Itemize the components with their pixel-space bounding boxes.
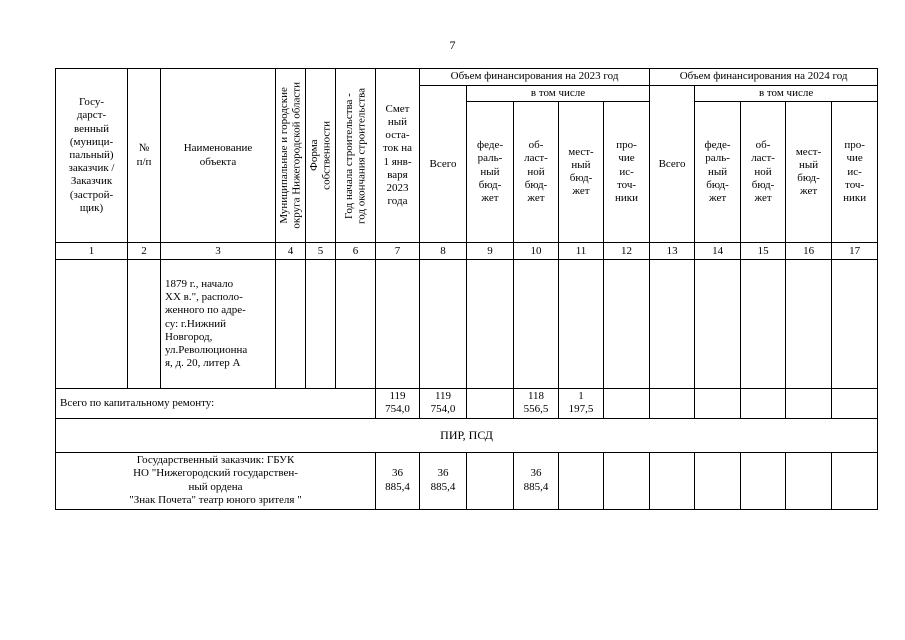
cell [604, 452, 650, 509]
header-local-2023 [559, 102, 604, 243]
cell [514, 260, 559, 389]
header-num-text: № п/п [136, 142, 152, 168]
header-balance-text: Смет ный оста- ток на 1 янв- варя 2023 года [382, 102, 413, 208]
cell [559, 260, 604, 389]
col-num-3: 3 [161, 243, 276, 260]
cell [650, 260, 695, 389]
cell [604, 260, 650, 389]
col-num-16: 16 [786, 243, 832, 260]
total-2023-text: 119 754,0 [430, 390, 456, 416]
total-regional-text: 118 556,5 [523, 390, 549, 416]
header-customer [56, 69, 128, 243]
customer-label [56, 452, 376, 509]
cell [832, 452, 878, 509]
cell [786, 260, 832, 389]
page-number: 7 [449, 38, 456, 52]
section-title: ПИР, ПСД [56, 418, 878, 452]
customer-total-value [420, 452, 467, 509]
section-row [56, 418, 878, 452]
object-row [56, 260, 878, 389]
cell [695, 260, 741, 389]
customer-label-text: Государственный заказчик: ГБУК НО "Нижегородский государствен- ный ордена "Знак Почета" театр юного зрителя " [129, 454, 302, 506]
header-regional-2023-text: об- ласт- ной бюд- жет [524, 139, 548, 204]
total-2023-value [420, 389, 467, 418]
total-local-text: 1 197,5 [568, 390, 594, 416]
col-num-2: 2 [128, 243, 161, 260]
header-federal-2023 [467, 102, 514, 243]
column-number-row [56, 243, 878, 260]
header-ownership [306, 69, 336, 243]
total-balance-value [376, 389, 420, 418]
cell [467, 260, 514, 389]
header-including-2023: в том числе [467, 86, 650, 102]
cell [376, 260, 420, 389]
cell [276, 260, 306, 389]
cell [604, 389, 650, 418]
col-num-9: 9 [467, 243, 514, 260]
cell [832, 260, 878, 389]
cell [786, 452, 832, 509]
cell [336, 260, 376, 389]
header-fin-2024: Объем финансирования на 2024 год [650, 69, 878, 86]
header-num [128, 69, 161, 243]
col-num-7: 7 [376, 243, 420, 260]
cell [56, 260, 128, 389]
header-municipal-text: Муниципальные и городские округа Нижегородской области [278, 82, 303, 229]
header-total-2023: Всего [420, 86, 467, 243]
header-federal-2024 [695, 102, 741, 243]
col-num-17: 17 [832, 243, 878, 260]
header-other-2024-text: про- чие ис- точ- ники [843, 139, 867, 204]
cell [420, 260, 467, 389]
col-num-6: 6 [336, 243, 376, 260]
customer-total-text: 36 885,4 [430, 467, 456, 493]
cell [650, 452, 695, 509]
header-federal-2023-text: феде- раль- ный бюд- жет [476, 139, 503, 204]
cell [832, 389, 878, 418]
customer-balance-text: 36 885,4 [385, 467, 410, 493]
header-ownership-text: Форма собственности [308, 121, 333, 190]
total-regional-value [514, 389, 559, 418]
header-other-2023-text: про- чие ис- точ- ники [615, 139, 639, 204]
header-including-2024: в том числе [695, 86, 878, 102]
object-name-text: 1879 г., начало XX в.", располо- женного по адре- су: г.Нижний Новгород, ул.Революционна я, д. 20, литер А [165, 278, 248, 370]
total-balance-text: 119 754,0 [385, 390, 410, 416]
col-num-14: 14 [695, 243, 741, 260]
cell [306, 260, 336, 389]
header-municipal [276, 69, 306, 243]
col-num-13: 13 [650, 243, 695, 260]
cell [467, 452, 514, 509]
header-name [161, 69, 276, 243]
capital-repair-total-row [56, 389, 878, 418]
financing-table [55, 68, 878, 510]
cell [741, 452, 786, 509]
cell [467, 389, 514, 418]
cell [741, 260, 786, 389]
col-num-8: 8 [420, 243, 467, 260]
header-other-2023 [604, 102, 650, 243]
customer-regional-value [514, 452, 559, 509]
header-regional-2024 [741, 102, 786, 243]
header-total-2024: Всего [650, 86, 695, 243]
header-balance [376, 69, 420, 243]
header-local-2023-text: мест- ный бюд- жет [568, 145, 594, 198]
cell [695, 452, 741, 509]
header-customer-text: Госу- дарст- венный (муници- пальный) заказчик / Заказчик (застрой- щик) [68, 96, 115, 214]
customer-regional-text: 36 885,4 [523, 467, 549, 493]
cell [695, 389, 741, 418]
header-federal-2024-text: феде- раль- ный бюд- жет [704, 139, 731, 204]
col-num-11: 11 [559, 243, 604, 260]
header-name-text: Наименование объекта [183, 142, 253, 168]
object-name [161, 260, 276, 389]
col-num-10: 10 [514, 243, 559, 260]
header-local-2024-text: мест- ный бюд- жет [795, 145, 822, 198]
col-num-1: 1 [56, 243, 128, 260]
header-fin-2023: Объем финансирования на 2023 год [420, 69, 650, 86]
customer-row [56, 452, 878, 509]
header-regional-2024-text: об- ласт- ной бюд- жет [751, 139, 775, 204]
header-regional-2023 [514, 102, 559, 243]
customer-balance-value [376, 452, 420, 509]
cell [559, 452, 604, 509]
col-num-5: 5 [306, 243, 336, 260]
cell [128, 260, 161, 389]
col-num-12: 12 [604, 243, 650, 260]
col-num-15: 15 [741, 243, 786, 260]
header-years [336, 69, 376, 243]
cell [741, 389, 786, 418]
capital-repair-total-label: Всего по капитальному ремонту: [56, 389, 376, 418]
col-num-4: 4 [276, 243, 306, 260]
cell [650, 389, 695, 418]
header-years-text: Год начала строительства - год окончания строительства [342, 87, 368, 224]
header-other-2024 [832, 102, 878, 243]
total-local-value [559, 389, 604, 418]
header-local-2024 [786, 102, 832, 243]
cell [786, 389, 832, 418]
